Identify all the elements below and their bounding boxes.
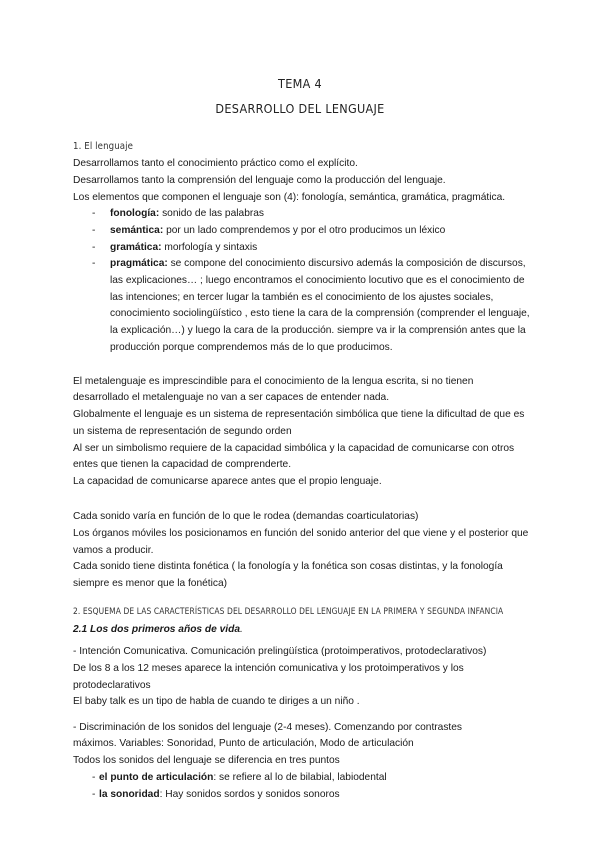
paragraph-line: entes que tienen la capacidad de comprenderte. — [73, 459, 292, 470]
bullet-term: el punto de articulación — [99, 772, 214, 783]
bullet-text: se compone del conocimiento discursivo además la composición de discursos, — [167, 258, 526, 269]
bullet-term: fonología: — [110, 208, 160, 219]
paragraph-line: desarrollado el metalenguaje no van a ser capaces de entender nada. — [73, 392, 390, 403]
bullet-dash: - — [92, 789, 96, 800]
paragraph-line: Desarrollamos tanto el conocimiento práctico como el explícito. — [73, 158, 358, 169]
bullet-dash: - — [92, 258, 96, 269]
bullet-term: la sonoridad — [99, 789, 160, 800]
bullet-dash: - — [92, 225, 96, 236]
paragraph-line: Globalmente el lenguaje es un sistema de representación simbólica que tiene la dificultad de que es — [73, 409, 525, 420]
paragraph-line: Los órganos móviles los posicionamos en función del sonido anterior del que viene y el posterior que — [73, 528, 529, 539]
bullet-text: : se refiere al lo de bilabial, labiodental — [213, 772, 387, 783]
bullet-item — [110, 242, 257, 254]
bullet-continuation: la explicación…) y luego la cara de la producción. siempre va ir la comprensión antes que la — [110, 325, 526, 336]
paragraph-line: - Discriminación de los sonidos del lenguaje (2-4 meses). Comenzando por contrastes — [73, 722, 463, 733]
bullet-term: gramática: — [110, 242, 162, 253]
paragraph-line: máximos. Variables: Sonoridad, Punto de articulación, Modo de articulación — [73, 738, 414, 749]
subsection-period: . — [240, 624, 243, 635]
subsection-heading — [73, 624, 243, 636]
bullet-dash: - — [92, 208, 96, 219]
section-heading: 1. El lenguaje — [73, 141, 134, 152]
paragraph-line: La capacidad de comunicarse aparece antes que el propio lenguaje. — [73, 476, 382, 487]
paragraph-line: Cada sonido varía en función de lo que le rodea (demandas coarticulatorias) — [73, 511, 419, 522]
paragraph-line: Al ser un simbolismo requiere de la capacidad simbólica y la capacidad de comunicarse con otros — [73, 443, 515, 454]
paragraph-line: De los 8 a los 12 meses aparece la intención comunicativa y los protoimperativos y los — [73, 663, 464, 674]
paragraph-line: un sistema de representación de segundo orden — [73, 426, 292, 437]
bullet-dash: - — [92, 772, 96, 783]
paragraph-line: Desarrollamos tanto la comprensión del lenguaje como la producción del lenguaje. — [73, 175, 446, 186]
bullet-continuation: conocimiento sociolingüístico , esto tiene la cara de la comprensión (comprender el lenguaje, — [110, 308, 530, 319]
subsection-title: 2.1 Los dos primeros años de vida — [73, 624, 241, 635]
bullet-text: morfología y sintaxis — [161, 242, 258, 253]
bullet-term: pragmática: — [110, 258, 168, 269]
bullet-item — [99, 789, 340, 801]
paragraph-line: Cada sonido tiene distinta fonética ( la fonología y la fonética son cosas distintas, y la fonología — [73, 561, 503, 572]
section-heading: 2. ESQUEMA DE LAS CARACTERÍSTICAS DEL DESARROLLO DEL LENGUAJE EN LA PRIMERA Y SEGUNDA INFANCIA — [73, 606, 504, 616]
paragraph-line: protodeclarativos — [73, 680, 151, 691]
paragraph-line: El metalenguaje es imprescindible para el conocimiento de la lengua escrita, si no tienen — [73, 376, 474, 387]
bullet-item — [110, 208, 264, 220]
paragraph-line: - Intención Comunicativa. Comunicación prelingüística (protoimperativos, protodeclarativos) — [73, 646, 487, 657]
bullet-continuation: las explicaciones… ; luego encontramos el conocimiento locutivo que es el conocimiento de — [110, 275, 525, 286]
paragraph-line: siempre es menor que la fonética) — [73, 578, 228, 589]
bullet-continuation: las intenciones; en tercer lugar la también es el conocimiento de los ajustes sociales, — [110, 292, 494, 303]
bullet-text: sonido de las palabras — [159, 208, 265, 219]
bullet-item — [110, 225, 445, 237]
paragraph-line: Todos los sonidos del lenguaje se diferencia en tres puntos — [73, 755, 340, 766]
paragraph-line: El baby talk es un tipo de habla de cuando te diriges a un niño . — [73, 696, 360, 707]
bullet-text: : Hay sonidos sordos y sonidos sonoros — [159, 789, 340, 800]
bullet-dash: - — [92, 242, 96, 253]
bullet-item — [110, 258, 526, 270]
document-title: TEMA 4 — [278, 76, 322, 91]
paragraph-line: Los elementos que componen el lenguaje son (4): fonología, semántica, gramática, pragmática. — [73, 192, 506, 203]
paragraph-line: vamos a producir. — [73, 545, 154, 556]
bullet-term: semántica: — [110, 225, 164, 236]
bullet-continuation: producción porque comprendemos más de lo que producimos. — [110, 342, 393, 353]
bullet-text: por un lado comprendemos y por el otro producimos un léxico — [163, 225, 446, 236]
bullet-item — [99, 772, 387, 784]
document-subtitle: DESARROLLO DEL LENGUAJE — [215, 101, 385, 116]
